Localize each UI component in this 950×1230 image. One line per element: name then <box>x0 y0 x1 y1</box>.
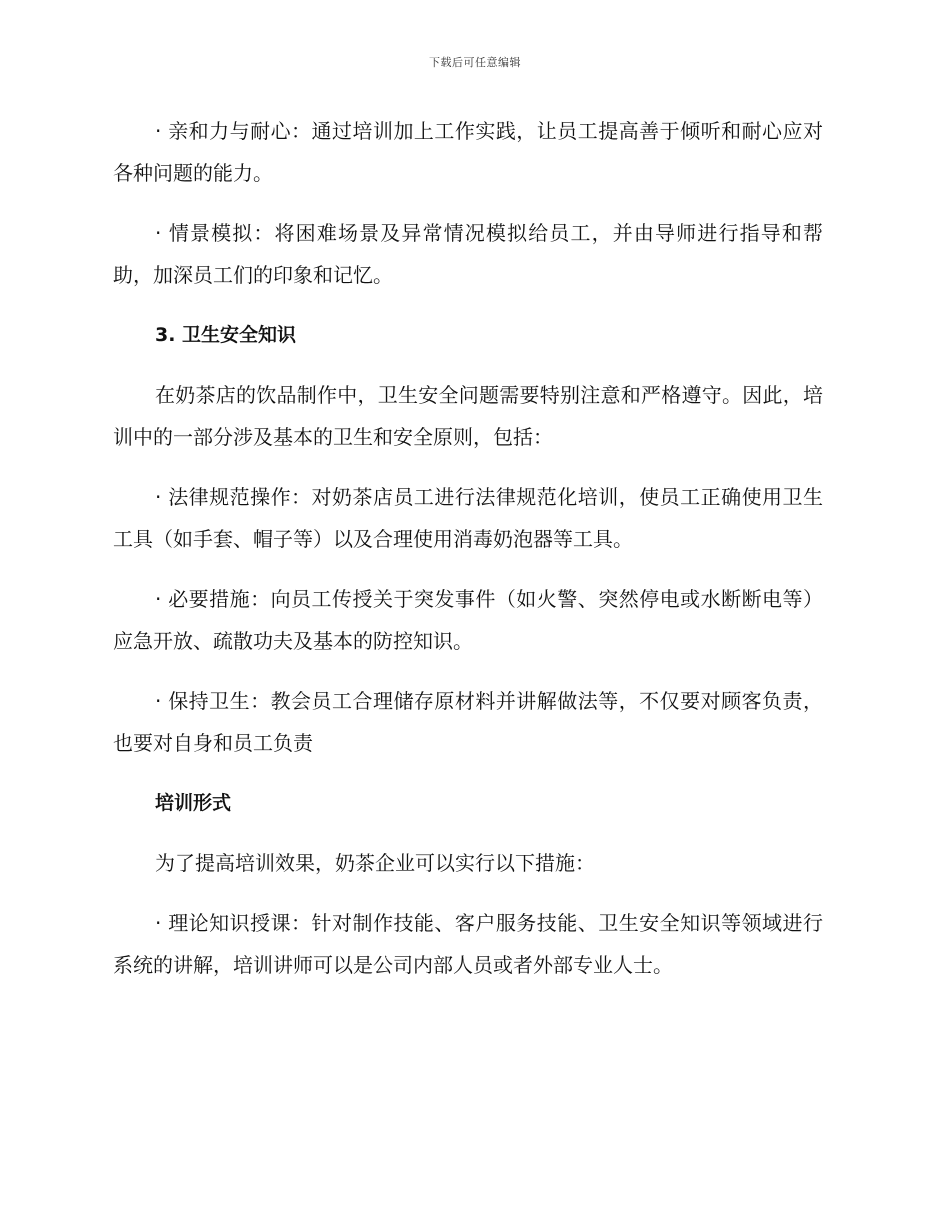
paragraph-training-measures-intro: 为了提高培训效果，奶茶企业可以实行以下措施： <box>155 851 595 875</box>
page-header-note: 下载后可任意编辑 <box>429 56 521 69</box>
paragraph-hygiene-intro: 在奶茶店的饮品制作中，卫生安全问题需要特别注意和严格遵守。因此，培训中的一部分涉及基本的卫生和安全原则，包括： <box>113 383 823 449</box>
section-heading-hygiene-safety: 3. 卫生安全知识 <box>155 324 297 346</box>
section-heading-training-form: 培训形式 <box>155 792 232 814</box>
paragraph-theory-lectures: · 理论知识授课：针对制作技能、客户服务技能、卫生安全知识等领域进行系统的讲解，培训讲师可以是公司内部人员或者外部专业人士。 <box>113 911 823 977</box>
document-body <box>113 110 823 1004</box>
paragraph-necessary-measures: · 必要措施：向员工传授关于突发事件（如火警、突然停电或水断断电等）应急开放、疏散功夫及基本的防控知识。 <box>113 587 823 653</box>
paragraph-keep-hygiene: · 保持卫生：教会员工合理储存原材料并讲解做法等，不仅要对顾客负责，也要对自身和员工负责 <box>113 689 823 755</box>
paragraph-affinity-patience: · 亲和力与耐心：通过培训加上工作实践，让员工提高善于倾听和耐心应对各种问题的能力。 <box>113 119 823 185</box>
paragraph-legal-operation: · 法律规范操作：对奶茶店员工进行法律规范化培训，使员工正确使用卫生工具（如手套、帽子等）以及合理使用消毒奶泡器等工具。 <box>113 485 823 551</box>
paragraph-scenario-simulation: · 情景模拟：将困难场景及异常情况模拟给员工，并由导师进行指导和帮助，加深员工们的印象和记忆。 <box>113 221 823 287</box>
